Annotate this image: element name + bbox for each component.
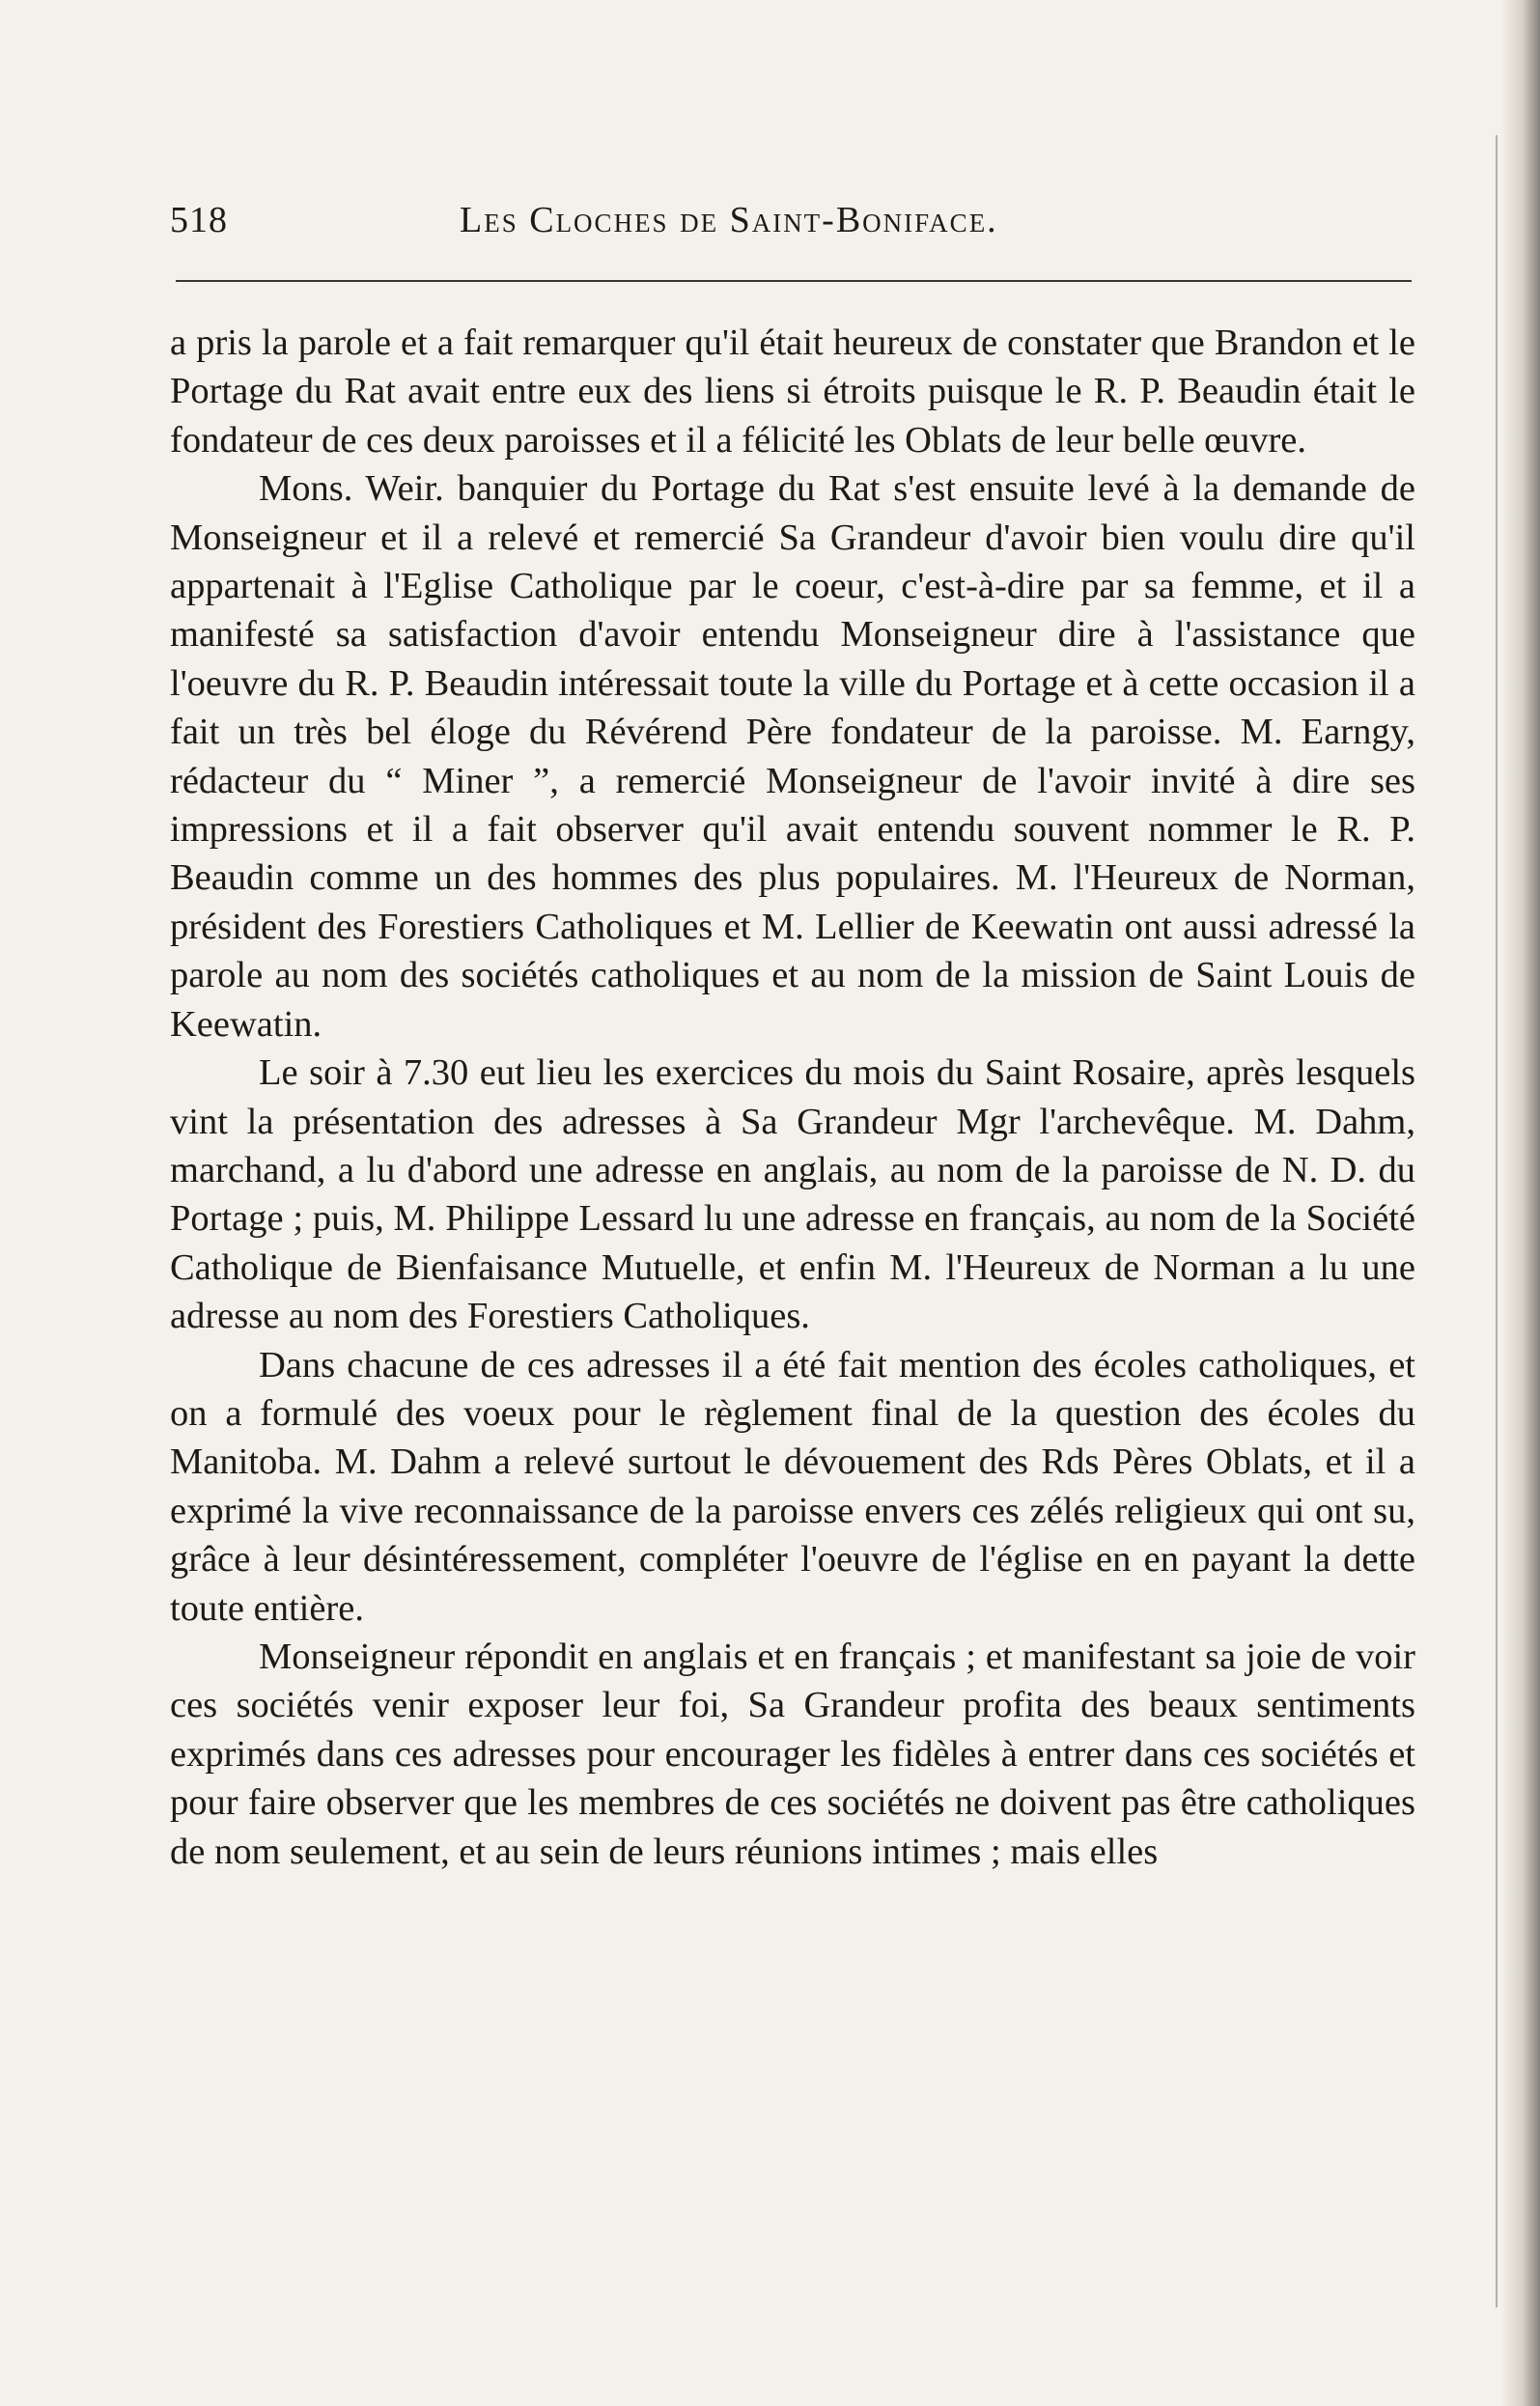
paragraph-2: Mons. Weir. banquier du Portage du Rat s'est ensuite levé à la demande de Monseigneur et il a relevé et remercié Sa Grandeur d'avoir bien voulu dire qu'il appartenait à l'Eglise Catholique par le coeur, c'est-à-dire par sa femme, et il a manifesté sa satisfaction d'avoir entendu Monseigneur dire à l'assistance que l'oeuvre du R. P. Beaudin intéressait toute la ville du Portage et à cette occasion il a fait un très bel éloge du Révérend Père fondateur de la paroisse. M. Earngy, rédacteur du “ Miner ”, a remercié Monseigneur de l'avoir invité à dire ses impressions et il a fait observer qu'il avait entendu souvent nommer le R. P. Beaudin comme un des hommes des plus populaires. M. l'Heureux de Norman, président des Forestiers Catholiques et M. Lellier de Keewatin ont aussi adressé la parole au nom des sociétés catholiques et au nom de la mission de Saint Louis de Keewatin. [170,468,1415,1045]
body-text [170,319,1415,1876]
paragraph-5: Monseigneur répondit en anglais et en français ; et manifestant sa joie de voir ces sociétés venir exposer leur foi, Sa Grandeur profita des beaux sentiments exprimés dans ces adresses pour encourager les fidèles à entrer dans ces sociétés et pour faire observer que les membres de ces sociétés ne doivent pas être catholiques de nom seulement, et au sein de leurs réunions intimes ; mais elles [170,1636,1415,1872]
paragraph-4: Dans chacune de ces adresses il a été fait mention des écoles catholiques, et on a formulé des voeux pour le règlement final de la question des écoles du Manitoba. M. Dahm a relevé surtout le dévouement des Rds Pères Oblats, et il a exprimé la vive reconnaissance de la paroisse envers ces zélés religieux qui ont su, grâce à leur désintéressement, compléter l'oeuvre de l'église en en payant la dette toute entière. [170,1344,1415,1629]
header-rule [176,280,1412,282]
running-header [170,199,1415,257]
page-number: 518 [170,200,228,240]
page-edge-shadow [1501,0,1540,2406]
paragraph-3: Le soir à 7.30 eut lieu les exercices du mois du Saint Rosaire, après lesquels vint la présentation des adresses à Sa Grandeur Mgr l'archevêque. M. Dahm, marchand, a lu d'abord une adresse en anglais, au nom de la paroisse de N. D. du Portage ; puis, M. Philippe Lessard lu une adresse en français, au nom de la Société Catholique de Bienfaisance Mutuelle, et enfin M. l'Heureux de Norman a lu une adresse au nom des Forestiers Catholiques. [170,1052,1415,1337]
running-title: Les Cloches de Saint-Boniface. [460,200,998,240]
paragraph-1: a pris la parole et a fait remarquer qu'il était heureux de constater que Brandon et le Portage du Rat avait entre eux des liens si étroits puisque le R. P. Beaudin était le fondateur de ces deux paroisses et il a félicité les Oblats de leur belle œuvre. [170,322,1415,461]
page-gutter-line [1496,135,1498,2308]
